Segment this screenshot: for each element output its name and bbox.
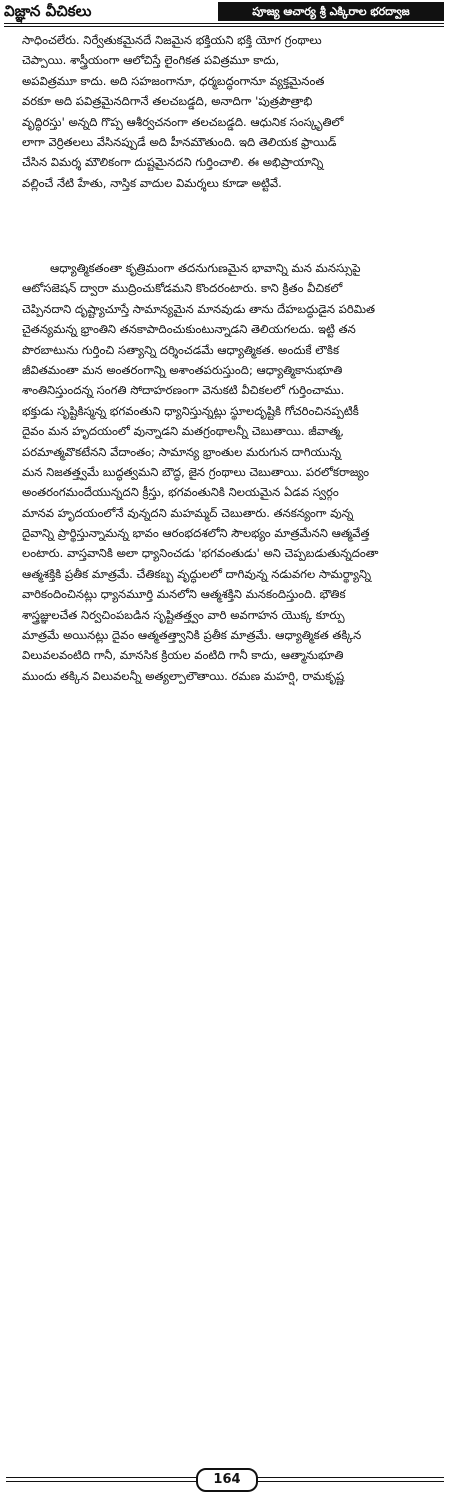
paragraph-1 [22, 30, 434, 193]
text-line: శాంతినిస్తుందన్న సంగతి సోదాహరణంగా వెనుకటి వీచికలలో గుర్తించాము. [22, 383, 345, 398]
page-number: 164 [196, 1468, 258, 1492]
text-line: వారికందించినట్లు ధ్యానమూర్తి మనలోని ఆత్మశక్తిని మనకందిస్తుంది. భౌతిక [22, 587, 346, 602]
text-line: పొరబాటును గుర్తించి సత్యాన్ని దర్శించడమే ఆధ్యాత్మికత. అందుకే లౌకిక [22, 342, 339, 357]
text-line: చెప్పినదాని దృష్ట్యాచూస్తే సామాన్యమైన మానవుడు తాను దేహబద్ధుడైన పరిమిత [22, 301, 376, 316]
text-line: అంతరంగమందేయున్నదని క్రీస్తు, భగవంతునికి నిలయమైన ఏడవ స్వర్గం [22, 485, 339, 500]
text-line: లాగా వెర్రితలలు వేసినప్పుడే అది హీనమౌతుంది. ఇది తెలియక ఫ్రాయిడ్ [22, 134, 337, 149]
text-line: ఆత్మశక్తికి ప్రతీక మాత్రమే. చేతికబ్బ వృద్ధులలో దాగివున్న నడువగల సామర్థ్యాన్ని [22, 566, 371, 581]
text-line: జీవితమంతా మన అంతరంగాన్ని అశాంతపరుస్తుంది; ఆధ్యాత్మికానుభూతి [22, 362, 343, 377]
text-line: చేసిన విమర్శ మౌలికంగా దుష్టమైనదని గుర్తించాలి. ఈ అభిప్రాయాన్ని [22, 155, 324, 170]
text-line: చైతన్యమన్న భ్రాంతిని తనకాపాదించుకుంటున్నాడని తెలియగలదు. ఇట్టి తన [22, 322, 356, 337]
text-line: ముందు తక్కిన విలువలన్నీ అత్యల్పాలౌతాయి. రమణ మహర్షి, రామకృష్ణ [22, 668, 345, 683]
text-line: ఆధ్యాత్మికతంతా కృత్రిమంగా తదనుగుణమైన భావాన్ని మన మనస్సుపై [50, 261, 361, 275]
text-line: శాస్త్రజ్ఞులచేత నిర్వచింపబడిన సృష్టితత్త్వం వారి అవగాహన యొక్క కూర్పు [22, 607, 345, 622]
text-line: వరకూ అది పవిత్రమైనదిగానే తలచబడ్డది, అనాదిగా 'పుత్రపౌత్రాభి [22, 94, 313, 109]
text-line: అపవిత్రమూ కాదు. అది సహజంగానూ, ధర్మబద్ధంగానూ వ్యక్తమైనంత [22, 73, 325, 88]
text-line: సాధించలేరు. నిర్వేతుకమైనదే నిజమైన భక్తియని భక్తి యోగ గ్రంథాలు [22, 33, 322, 47]
text-line: చెప్పాయి. శాస్త్రీయంగా ఆలోచిస్తే లైంగికత పవిత్రమూ కాదు, [22, 53, 280, 68]
text-line: దైవాన్ని ప్రార్థిస్తున్నామన్న భావం ఆరంభదశలోని సౌలభ్యం మాత్రమేనని ఆత్మవేత్త [22, 526, 370, 541]
author-name-banner: పూజ్య ఆచార్య శ్రీ ఎక్కిరాల భరద్వాజ [218, 2, 444, 21]
header-rule-secondary [4, 26, 444, 27]
text-line: వృద్ధిరస్తు' అన్నది గొప్ప ఆశీర్వచనంగా తలచబడ్డది. ఆధునిక సంస్కృతిలో [22, 114, 344, 129]
text-line: మన నిజతత్త్వమే బుద్ధత్వమని బౌద్ధ, జైన గ్రంథాలు చెబుతాయి. పరలోకరాజ్యం [22, 464, 370, 479]
header-rule [4, 23, 444, 24]
text-line: మానవ హృదయంలోనే వున్నదని మహమ్మద్ చెబుతారు. తనకన్యంగా వున్న [22, 505, 354, 520]
text-line: దైవం మన హృదయంలో వున్నాడని మతగ్రంథాలన్నీ చెబుతాయి. జీవాత్మ, [22, 424, 344, 439]
text-line: లంటారు. వాస్తవానికి అలా ధ్యానించడు 'భగవంతుడు' అని చెప్పబడుతున్నదంతా [22, 546, 379, 561]
book-title: విజ్ఞాన వీచికలు [4, 2, 92, 20]
text-line: వల్లించే నేటి హేతు, నాస్తిక వాదుల విమర్శలు కూడా అట్టివే. [22, 175, 282, 190]
text-line: భక్తుడు సృష్టికిస్మన్న భగవంతుని ధ్యానిస్తున్నట్లు స్థూలదృష్టికి గోచరించినప్పటికీ [22, 403, 359, 418]
paragraph-2 [22, 258, 434, 686]
page-footer [0, 733, 450, 1487]
text-line: ఆటోసజెషన్ ద్వారా ముద్రించుకోడమని కొందరంటారు. కాని క్రితం వీచికలో [22, 281, 343, 296]
text-line: విలువలవంటిది గానీ, మానసిక క్రియల వంటిది గానీ కాదు, ఆత్మానుభూతి [22, 648, 344, 663]
text-line: పరమాత్మవొకటేనని వేదాంతం; సామాన్య భ్రాంతుల మరుగున దాగియున్న [22, 444, 342, 459]
text-line: మాత్రమే అయినట్లు దైవం ఆత్మతత్త్వానికి ప్రతీక మాత్రమే. ఆధ్యాత్మికత తక్కిన [22, 628, 362, 643]
